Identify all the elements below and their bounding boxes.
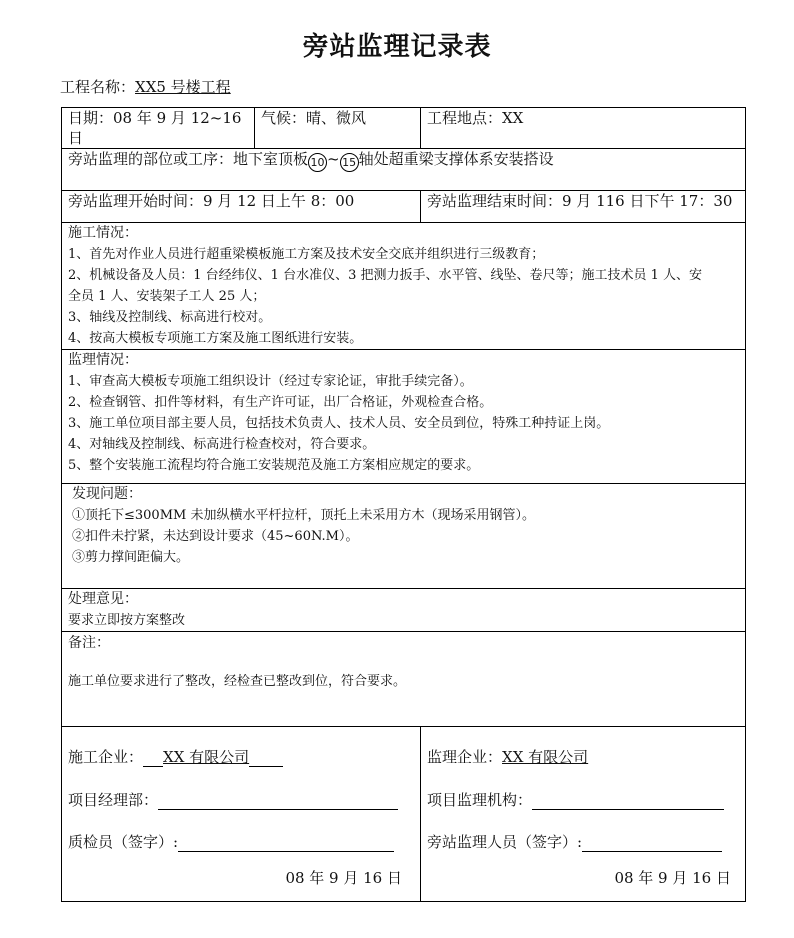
construction-heading: 施工情况： <box>68 225 138 241</box>
supervision-section <box>62 350 746 484</box>
problem-item: ③剪力撑间距偏大。 <box>72 550 190 565</box>
document-title: 旁站监理记录表 <box>302 32 492 62</box>
manager-signature-line[interactable] <box>158 791 398 810</box>
row-times <box>62 191 746 223</box>
supervision-item: 2、检查钢管、扣件等材料，有生产许可证，出厂合格证，外观检查合格。 <box>68 395 493 410</box>
supervisor-company-label: 监理企业： <box>427 748 503 766</box>
project-name-value: XX5 号楼工程 <box>135 78 231 96</box>
axis-tilde: ~ <box>327 150 340 168</box>
supervisor-person-row <box>427 832 722 852</box>
signature-right <box>421 727 746 902</box>
construction-item: 4、按高大模板专项施工方案及施工图纸进行安装。 <box>68 331 363 346</box>
axis-to-number: 15 <box>340 153 359 172</box>
supervisor-date: 08 年 9 月 16 日 <box>614 869 731 887</box>
start-time-cell: 旁站监理开始时间：9 月 12 日上午 8：00 <box>62 191 421 223</box>
problem-item: ②扣件未拧紧，未达到设计要求（45~60N.M）。 <box>72 529 359 544</box>
supervision-org-row <box>427 790 724 810</box>
row-problems <box>62 484 746 589</box>
supervisor-company-row <box>427 747 588 767</box>
supervision-item: 5、整个安装施工流程均符合施工安装规范及施工方案相应规定的要求。 <box>68 458 480 473</box>
date-cell: 日期：08 年 9 月 12~16 日 <box>62 108 255 149</box>
supervisor-person-signature-line[interactable] <box>582 833 722 852</box>
remark-section <box>62 632 746 727</box>
contractor-date: 08 年 9 月 16 日 <box>285 869 402 887</box>
axis-from-number: 10 <box>308 153 327 172</box>
signature-left <box>62 727 421 902</box>
remark-text: 施工单位要求进行了整改，经检查已整改到位，符合要求。 <box>68 674 407 689</box>
row-location-process <box>62 149 746 191</box>
supervision-record-table <box>61 107 746 902</box>
process-prefix: 旁站监理的部位或工序：地下室顶板 <box>68 150 309 168</box>
weather-cell: 气候：晴、微风 <box>255 108 421 149</box>
location-cell: 工程地点：XX <box>421 108 746 149</box>
row-supervision <box>62 350 746 484</box>
construction-item: 1、首先对作业人员进行超重梁模板施工方案及技术安全交底并组织进行三级教育； <box>68 247 545 262</box>
manager-row <box>68 790 398 810</box>
process-suffix: 轴处超重梁支撑体系安装搭设 <box>358 150 554 168</box>
row-opinion <box>62 589 746 632</box>
problems-heading: 发现问题： <box>72 486 142 502</box>
construction-section <box>62 223 746 350</box>
opinion-heading: 处理意见： <box>68 591 138 607</box>
opinion-section <box>62 589 746 632</box>
inspector-label: 质检员（签字）: <box>68 833 179 851</box>
inspector-signature-line[interactable] <box>178 833 394 852</box>
problem-item: ①顶托下≤300MM 未加纵横水平杆拉杆，顶托上未采用方木（现场采用钢管）。 <box>72 508 535 523</box>
process-cell <box>62 149 746 191</box>
inspector-row <box>68 832 394 852</box>
construction-item: 全员 1 人、安装架子工人 25 人； <box>68 289 266 304</box>
end-time-cell: 旁站监理结束时间：9 月 116 日下午 17：30 <box>421 191 746 223</box>
remark-heading: 备注： <box>68 635 110 651</box>
supervision-org-label: 项目监理机构： <box>427 791 533 809</box>
construction-item: 2、机械设备及人员：1 台经纬仪、1 台水准仪、3 把测力扳手、水平管、线坠、卷尺等；施工技术员 1 人、安 <box>68 268 703 283</box>
row-remark <box>62 632 746 727</box>
project-name <box>60 76 231 97</box>
contractor-label: 施工企业： <box>68 748 144 766</box>
construction-item: 3、轴线及控制线、标高进行校对。 <box>68 310 272 325</box>
supervision-org-signature-line[interactable] <box>532 791 724 810</box>
row-basic-info <box>62 108 746 149</box>
supervisor-person-label: 旁站监理人员（签字）: <box>427 833 583 851</box>
project-name-label: 工程名称： <box>60 78 136 96</box>
row-signatures <box>62 727 746 902</box>
contractor-value: XX 有限公司 <box>163 748 250 766</box>
problems-section <box>62 484 746 589</box>
opinion-text: 要求立即按方案整改 <box>68 613 186 628</box>
contractor-row <box>68 747 283 767</box>
manager-label: 项目经理部： <box>68 791 159 809</box>
supervision-item: 3、施工单位项目部主要人员，包括技术负责人、技术人员、安全员到位，特殊工种持证上岗。 <box>68 416 610 431</box>
supervision-heading: 监理情况： <box>68 352 138 368</box>
row-construction <box>62 223 746 350</box>
supervisor-company-value: XX 有限公司 <box>502 748 589 766</box>
supervision-item: 1、审查高大模板专项施工组织设计（经过专家论证，审批手续完备）。 <box>68 374 473 389</box>
supervision-item: 4、对轴线及控制线、标高进行检查校对，符合要求。 <box>68 437 376 452</box>
